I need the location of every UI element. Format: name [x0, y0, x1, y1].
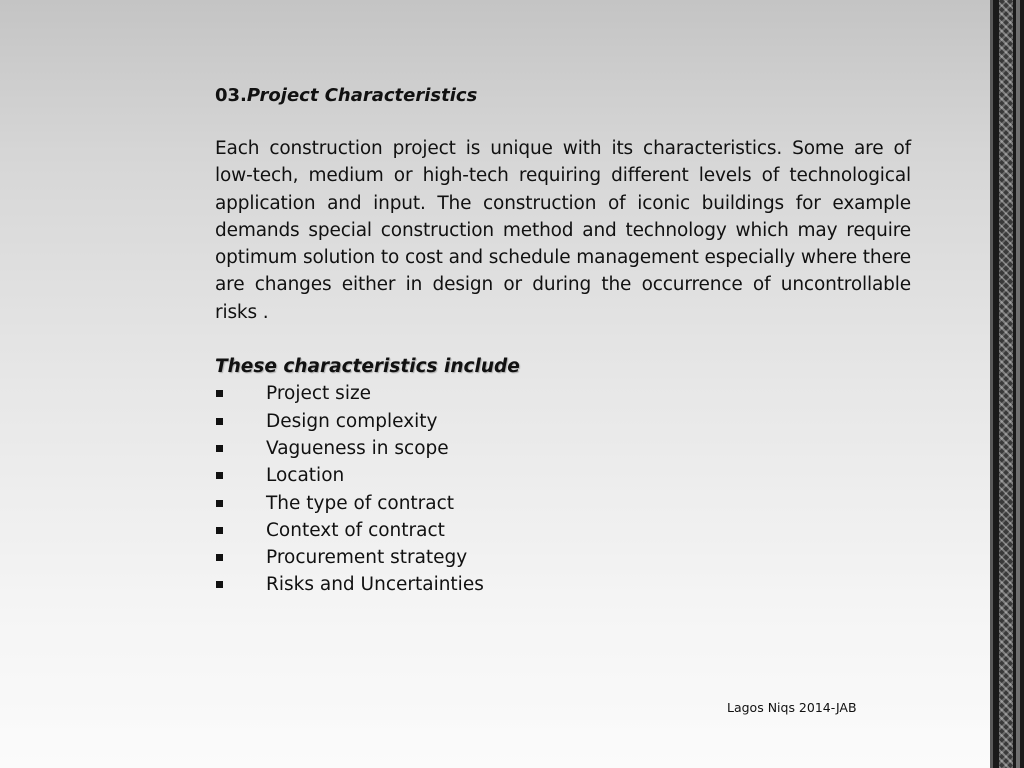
- list-item-text: Location: [266, 465, 345, 487]
- slide-content: [215, 84, 911, 599]
- list-item-text: Risks and Uncertainties: [266, 574, 484, 596]
- slide-heading: [215, 84, 911, 108]
- list-item: [215, 490, 911, 517]
- square-bullet-icon: [216, 445, 223, 452]
- decorative-side-strip: [990, 0, 1024, 768]
- list-item-text: The type of contract: [266, 492, 455, 514]
- list-item: [215, 380, 911, 407]
- square-bullet-icon: [216, 554, 223, 561]
- list-item-text: Context of contract: [266, 519, 445, 541]
- list-item: [215, 462, 911, 489]
- list-item: [215, 435, 911, 462]
- list-item: [215, 517, 911, 544]
- characteristics-list: [215, 380, 911, 598]
- square-bullet-icon: [216, 527, 223, 534]
- square-bullet-icon: [216, 500, 223, 507]
- list-item: [215, 544, 911, 571]
- heading-number: 03.: [215, 85, 247, 106]
- slide-footer: Lagos Niqs 2014-JAB: [727, 700, 857, 715]
- list-item-text: Procurement strategy: [266, 547, 468, 569]
- square-bullet-icon: [216, 581, 223, 588]
- square-bullet-icon: [216, 390, 223, 397]
- list-item: [215, 408, 911, 435]
- list-item: [215, 571, 911, 598]
- square-bullet-icon: [216, 472, 223, 479]
- square-bullet-icon: [216, 418, 223, 425]
- list-item-text: Design complexity: [266, 410, 438, 432]
- list-item-text: Vagueness in scope: [266, 437, 449, 459]
- list-heading: These characteristics include: [215, 356, 520, 378]
- strip-pattern: [999, 0, 1013, 768]
- body-paragraph: Each construction project is unique with its characteristics. Some are of low-tech, medium or high-tech requiring different levels of technological application and input. The construction of iconic buildings for example demands special construction method and technology which may require optimum solution to cost and schedule management especially where there are changes either in design or during the occurrence of uncontrollable risks .: [215, 138, 911, 323]
- strip-edge: [1016, 0, 1020, 768]
- list-item-text: Project size: [266, 383, 372, 405]
- heading-title: Project Characteristics: [246, 85, 478, 106]
